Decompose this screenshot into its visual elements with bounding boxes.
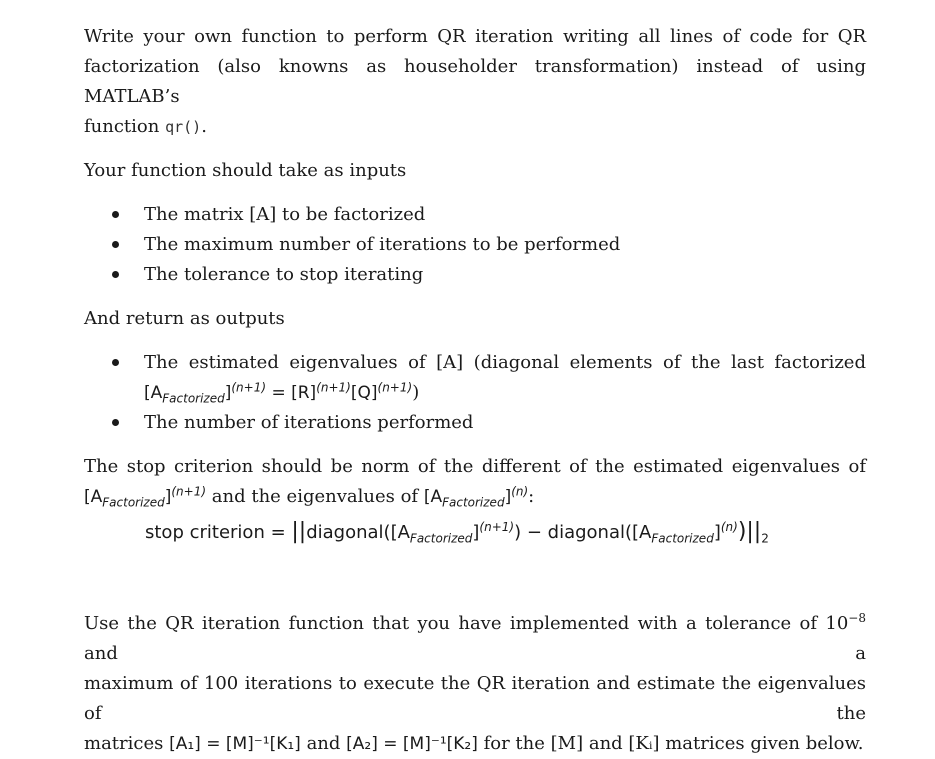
bullet-icon — [112, 271, 119, 278]
output-item-1-line-1: The estimated eigenvalues of [A] (diagonal elements of the last factorized — [144, 352, 866, 373]
formula-expression: $||diagonal([A_{Factorized}]^{(n+1)})$ − $diagonal([A_{Factorized}]^{(n)})||_2$ — [291, 519, 769, 546]
intro-line-3-suffix: . — [201, 116, 207, 137]
intro-line-2: factorization (also knowns as householder transformation) instead of using MATLAB’s — [84, 56, 866, 107]
document-page — [84, 22, 866, 759]
intro-line-1: Write your own function to perform QR iteration writing all lines of code for QR — [84, 26, 866, 47]
list-item — [112, 230, 866, 260]
input-item-text: The matrix [A] to be factorized — [144, 204, 426, 225]
input-item-text: The maximum number of iterations to be performed — [144, 234, 621, 255]
closing-paragraph — [84, 609, 866, 759]
outputs-list — [84, 348, 866, 438]
closing-line-1: Use the QR iteration function that you have implemented with a tolerance of $10^{-8}$ and a — [84, 611, 866, 664]
stop-line-2: $[A_{Factorized}]^{(n+1)}$ and the eigenvalues of $[A_{Factorized}]^{(n)}$: — [84, 484, 535, 510]
list-item — [112, 200, 866, 230]
formula-label: stop criterion = — [145, 522, 286, 543]
list-item — [112, 260, 866, 290]
math-a-factorized: $[A_{Factorized}]^{(n+1)} = [R]^{(n+1)}[Q]^{(n+1)}$ — [144, 380, 413, 406]
bullet-icon — [112, 419, 119, 426]
math-a-factorized-n: $[A_{Factorized}]^{(n)}$ — [423, 484, 529, 510]
intro-paragraph — [84, 22, 866, 142]
outputs-heading: And return as outputs — [84, 308, 285, 329]
stop-paragraph — [84, 452, 866, 512]
inputs-list — [84, 200, 866, 290]
output-item-1-line-2: $[A_{Factorized}]^{(n+1)} = [R]^{(n+1)}[Q]^{(n+1)}$) — [144, 380, 420, 406]
stop-criterion-formula — [84, 512, 866, 553]
output-item-text: The number of iterations performed — [144, 412, 474, 433]
inputs-heading: Your function should take as inputs — [84, 160, 407, 181]
bullet-icon — [112, 359, 119, 366]
intro-line-3 — [84, 112, 866, 142]
intro-line-3-prefix: function — [84, 116, 160, 137]
qr-function-code: qr() — [165, 118, 202, 136]
bullet-icon — [112, 241, 119, 248]
closing-line-2: maximum of 100 iterations to execute the QR iteration and estimate the eigenvalues of the — [84, 673, 866, 724]
math-a-factorized-n1: $[A_{Factorized}]^{(n+1)}$ — [84, 484, 207, 510]
list-item — [112, 348, 866, 408]
closing-line-3: matrices [A₁] = [M]⁻¹[K₁] and [A₂] = [M]⁻¹[K₂] for the [M] and [Kᵢ] matrices given below. — [84, 733, 864, 754]
input-item-text: The tolerance to stop iterating — [144, 264, 424, 285]
bullet-icon — [112, 211, 119, 218]
stop-line-1: The stop criterion should be norm of the different of the estimated eigenvalues of — [84, 456, 866, 477]
list-item — [112, 408, 866, 438]
